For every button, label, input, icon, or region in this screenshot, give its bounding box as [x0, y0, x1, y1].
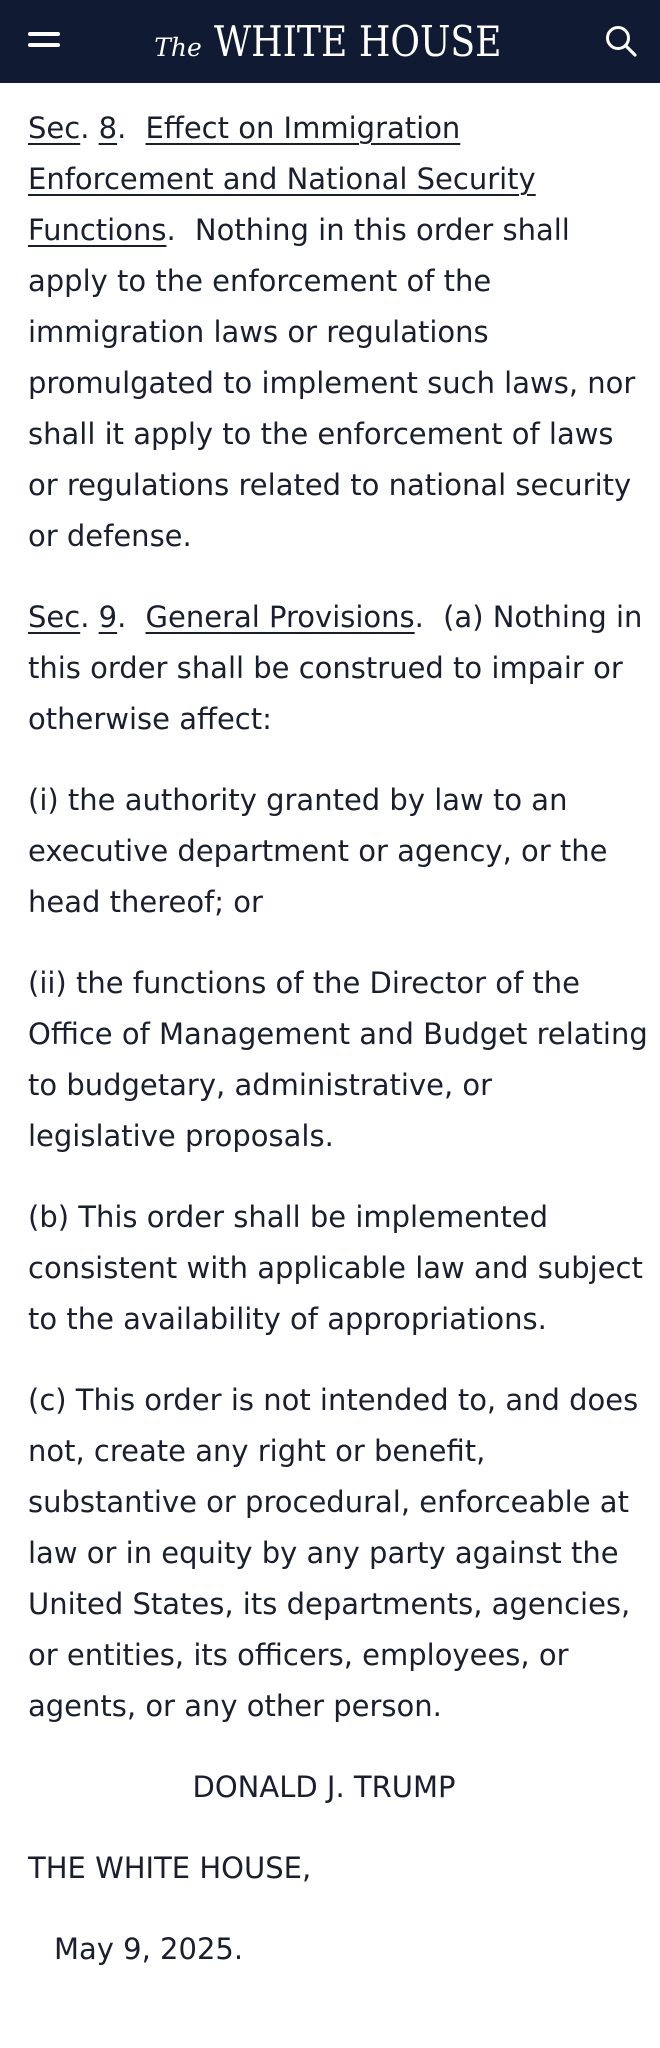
- order-text: [28, 103, 648, 2005]
- logo-prefix: The: [154, 33, 202, 62]
- sec8-heading-2: Enforcement and National Security: [28, 162, 536, 196]
- sec9-intro: (a) Nothing in this order shall be construed to impair or otherwise affect:: [28, 600, 643, 736]
- site-header: [0, 0, 660, 83]
- sec8-heading-3: Functions: [28, 213, 167, 247]
- search-icon[interactable]: [604, 24, 638, 58]
- sec9-label: Sec: [28, 600, 81, 634]
- sec9-heading: General Provisions: [145, 600, 415, 634]
- signature: DONALD J. TRUMP: [192, 1770, 456, 1804]
- date-line: May 9, 2025.: [54, 1932, 244, 1966]
- sec8-number: 8: [98, 111, 118, 145]
- sec9-item-b: (b) This order shall be implemented consistent with applicable law and subject to the availability of appropriations.: [28, 1200, 643, 1336]
- logo-title: WHITE HOUSE: [213, 17, 502, 66]
- sec9-item-i: (i) the authority granted by law to an executive department or agency, or the head thereof; or: [28, 783, 608, 919]
- sec9-number: 9: [98, 600, 118, 634]
- section-9: Sec. 9. General Provisions. (a) Nothing in this order shall be construed to impair or otherwise affect:: [28, 600, 643, 736]
- sec9-item-c: (c) This order is not intended to, and does not, create any right or benefit, substantive or procedural, enforceable at law or in equity by any party against the United States, its departments, agencies, or entities, its officers, employees, or agents, or any other person.: [28, 1383, 639, 1723]
- sec8-body: Nothing in this order shall apply to the enforcement of the immigration laws or regulations promulgated to implement such laws, nor shall it apply to the enforcement of laws or regulations related to national security or defense.: [28, 213, 636, 553]
- place-line: THE WHITE HOUSE,: [28, 1851, 312, 1885]
- sec9-item-ii: (ii) the functions of the Director of the Office of Management and Budget relating to budgetary, administrative, or legislative proposals.: [28, 966, 648, 1153]
- sec8-label: Sec: [28, 111, 81, 145]
- sec8-heading-1: Effect on Immigration: [145, 111, 461, 145]
- section-8: Sec. 8. Effect on Immigration Enforcement and National Security Functions. Nothing in this order shall apply to the enforcement of the immigration laws or regulations promulgated to implement such laws, nor shall it apply to the enforcement of laws or regulations related to national security or defense.: [28, 111, 636, 553]
- menu-icon[interactable]: [28, 32, 60, 54]
- site-logo[interactable]: [154, 17, 506, 66]
